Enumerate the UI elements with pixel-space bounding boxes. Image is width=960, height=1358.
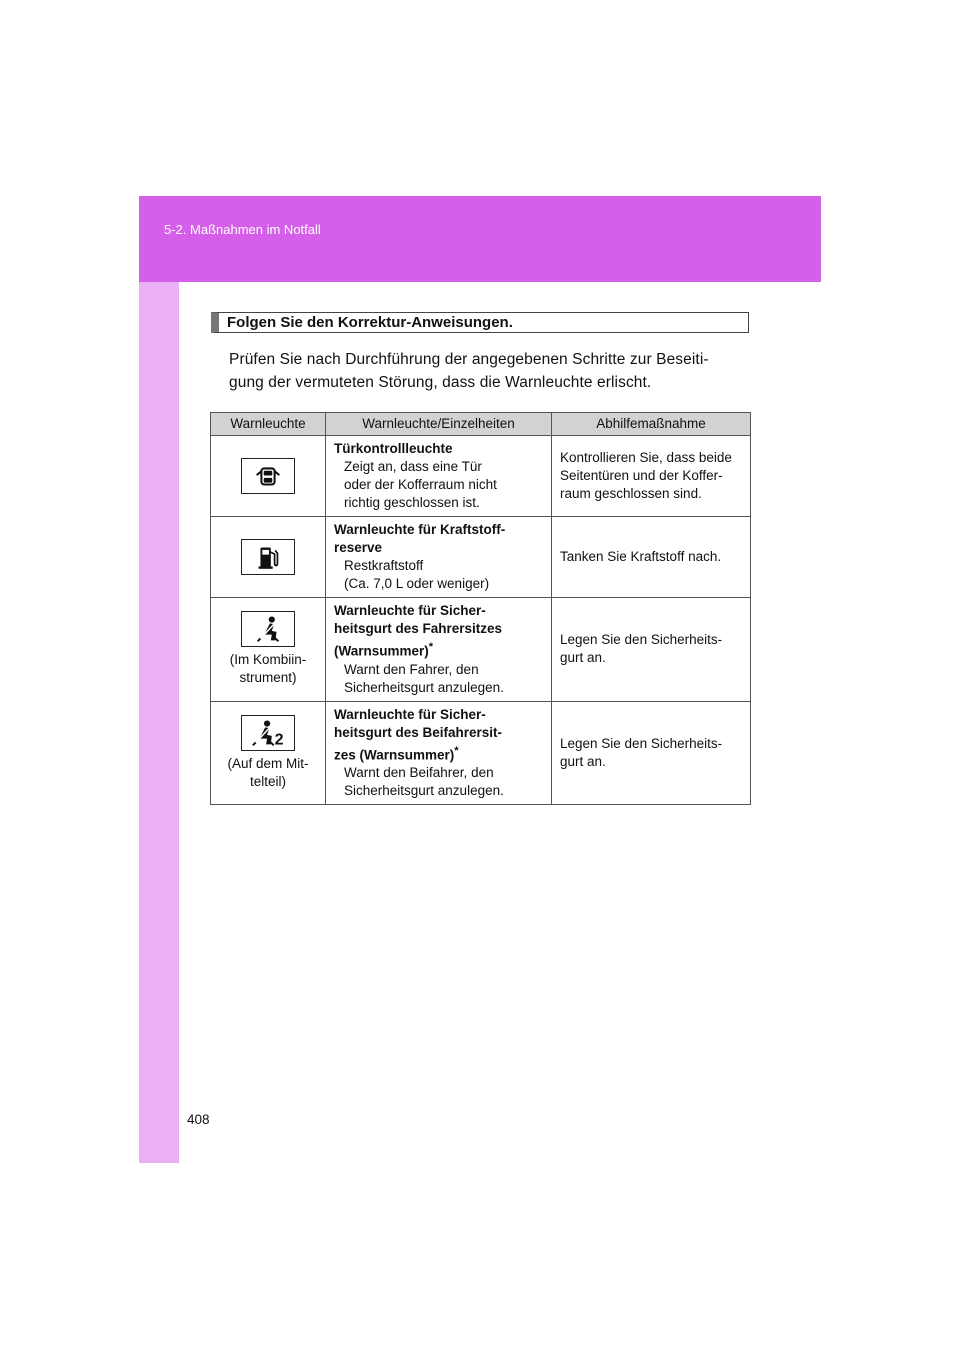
item-desc-line: oder der Kofferraum nicht (344, 477, 497, 492)
warning-light-table (210, 412, 751, 805)
location-note (211, 651, 325, 687)
action-cell (552, 598, 751, 702)
action-line: gurt an. (560, 650, 606, 666)
item-desc-line: Warnt den Fahrer, den (344, 661, 479, 677)
column-header-warnleuchte: Warnleuchte (211, 413, 326, 436)
instruction-title: Folgen Sie den Korrektur-Anweisungen. (227, 314, 513, 331)
icon-cell (211, 598, 326, 702)
footnote-mark: * (428, 641, 434, 653)
action-line: Legen Sie den Sicherheits- (560, 632, 723, 648)
action-line: Legen Sie den Sicherheits- (560, 735, 723, 751)
footnote-mark: * (454, 744, 459, 757)
item-desc-line: Sicherheitsgurt anzulegen. (344, 783, 504, 798)
details-cell (326, 517, 552, 598)
icon-cell (211, 436, 326, 517)
table-header-row (211, 413, 751, 436)
item-title-with-mark (334, 638, 545, 661)
location-line: telteil) (249, 773, 286, 789)
icon-cell (211, 701, 326, 805)
item-title: heitsgurt des Fahrersitzes (334, 621, 503, 636)
table-row (211, 436, 751, 517)
location-note (211, 755, 325, 791)
details-cell (326, 701, 552, 805)
action-line: Kontrollieren Sie, dass beide (560, 450, 732, 465)
side-strip (139, 282, 179, 1163)
item-desc-line: (Ca. 7,0 L oder weniger) (344, 576, 490, 591)
intro-paragraph (229, 348, 759, 394)
column-header-details: Warnleuchte/Einzelheiten (326, 413, 552, 436)
passenger-seat-number: 2 (274, 730, 284, 749)
item-desc-line: Zeigt an, dass eine Tür (344, 459, 482, 474)
item-desc-line: Restkraftstoff (344, 558, 424, 573)
page-number: 408 (187, 1112, 210, 1127)
page-header (139, 196, 821, 282)
item-title: Warnleuchte für Kraftstoff- (334, 522, 506, 537)
item-title-text: (Warnsummer) (334, 643, 429, 659)
icon-cell (211, 517, 326, 598)
section-label: 5-2. Maßnahmen im Notfall (164, 222, 321, 237)
location-line: (Im Kombiin- (229, 652, 307, 668)
action-cell (552, 517, 751, 598)
item-desc-line: Sicherheitsgurt anzulegen. (344, 679, 504, 695)
action-line: Tanken Sie Kraftstoff nach. (560, 549, 722, 564)
instruction-heading (211, 312, 749, 333)
details-cell (326, 598, 552, 702)
item-title-text: zes (Warnsummer) (334, 747, 455, 762)
action-cell (552, 436, 751, 517)
passenger-seatbelt-icon (241, 715, 295, 751)
item-desc-line: richtig geschlossen ist. (344, 495, 480, 510)
door-open-icon (241, 458, 295, 494)
location-line: (Auf dem Mit- (227, 755, 309, 771)
table-row (211, 598, 751, 702)
table-row (211, 517, 751, 598)
item-title-with-mark (334, 742, 545, 765)
seatbelt-icon (241, 611, 295, 647)
item-title: heitsgurt des Beifahrersit- (334, 724, 503, 740)
action-line: raum geschlossen sind. (560, 486, 702, 501)
intro-line-1: Prüfen Sie nach Durchführung der angegebenen Schritte zur Beseiti- (229, 351, 709, 368)
item-title: Warnleuchte für Sicher- (334, 603, 486, 618)
location-line: strument) (239, 670, 297, 686)
action-line: Seitentüren und der Koffer- (560, 468, 723, 483)
action-cell (552, 701, 751, 805)
fuel-pump-icon (241, 539, 295, 575)
table-row (211, 701, 751, 805)
details-cell (326, 436, 552, 517)
column-header-action: Abhilfemaßnahme (552, 413, 751, 436)
action-line: gurt an. (560, 753, 606, 769)
item-title: Türkontrollleuchte (334, 441, 453, 456)
intro-line-2: gung der vermuteten Störung, dass die Warnleuchte erlischt. (229, 374, 652, 391)
item-desc-line: Warnt den Beifahrer, den (344, 765, 494, 780)
item-title: reserve (334, 540, 383, 555)
item-title: Warnleuchte für Sicher- (334, 706, 486, 722)
